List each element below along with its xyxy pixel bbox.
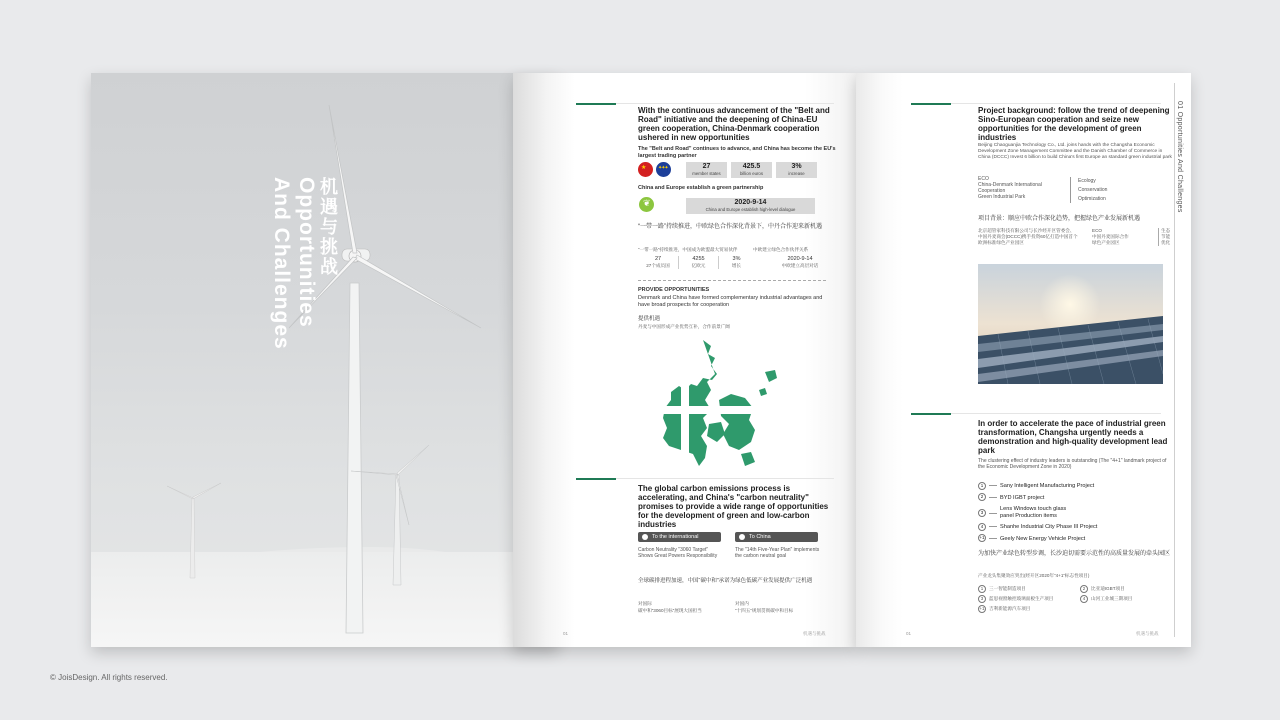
- project-item: 3Lens Windows touch glass panel Production items: [978, 506, 1178, 520]
- eco-bracket: [1070, 177, 1078, 203]
- page-number: 01: [906, 631, 912, 636]
- project-item: +1 Geely New Energy Vehicle Project: [979, 535, 1086, 542]
- zh-date: [775, 256, 825, 269]
- inner-page-right: [856, 73, 1191, 647]
- zh-stat: 27 27个成员国: [646, 256, 670, 268]
- flags: [638, 162, 671, 177]
- denmark-map: [641, 338, 791, 473]
- zh-sub-left: “一带一路”持续推进，中国成为欧盟最大贸易伙伴: [638, 247, 738, 252]
- copyright: © JoisDesign. All rights reserved.: [50, 673, 168, 682]
- section-rule-thin: [616, 103, 834, 104]
- cover-page: [91, 73, 558, 647]
- inner-page-left: [513, 73, 856, 647]
- section-rule-thin: [616, 478, 834, 479]
- zh-stat: 4255 亿欧元: [678, 256, 718, 269]
- cover-title-en-line1: Opportunities: [295, 177, 318, 328]
- zh-date-value: 2020-9-14: [787, 256, 813, 262]
- stat-increase: 3% increase: [776, 162, 817, 178]
- zh-project-list-right: 2 比亚迪IGBT项目 4 山河工业城三期项目: [1080, 584, 1132, 604]
- leaf-icon: ❦: [639, 197, 654, 212]
- col-right-zh-text: “十四五”规划贯彻碳中和目标: [735, 608, 794, 613]
- page-number: 01: [563, 631, 569, 636]
- section-rule: [576, 478, 616, 480]
- bg-zh-text: 北京超管家科技有限公司与长沙经开区管委会、中国丹麦商会(DCCC)携手投资60亿打造中国首个欧洲标准绿色产业园区: [978, 228, 1078, 245]
- col-right-zh-title: 对国内: [735, 601, 749, 606]
- stat-member-states: 27 member states: [686, 162, 727, 178]
- section-rule: [911, 103, 951, 105]
- date-box: [686, 198, 815, 214]
- col-right-text: The "14th Five-Year Plan" implements the carbon neutral goal: [735, 547, 820, 559]
- wind-turbines-illustration: [91, 73, 558, 647]
- pill-to-international: [638, 532, 721, 542]
- bg-heading: Project background: follow the trend of deepening Sino-European cooperation and seize new opportunities for the development of green industries: [978, 106, 1170, 142]
- zh-project-list-left: 1 三一智能制造项目 3 蓝思视窗触控玻璃面板生产项目 +1 吉利新能源汽车项目: [979, 585, 1054, 611]
- col-left-zh-text: 碳中和“3060目标”展现大国担当: [638, 608, 702, 613]
- eco-left: ECO China-Denmark International Cooperation Green Industrial Park: [978, 176, 1042, 200]
- stat-billion-euros: 425.5 billion euros: [731, 162, 772, 178]
- cover-title-zh: 机遇与挑战: [318, 177, 338, 277]
- provide-title: PROVIDE OPPORTUNITIES: [638, 287, 710, 293]
- carbon-heading: The global carbon emissions process is accelerating, and China's "carbon neutrality" promises to provide a wide range of opportunities for the development of green and low-carbon industries: [638, 484, 829, 529]
- eu-flag-icon: ✦✦✦: [656, 162, 671, 177]
- project-item: 2 BYD IGBT project: [978, 493, 1178, 505]
- cover-title-en: [269, 177, 319, 350]
- col-left-text: Carbon Neutrality "3060 Target" Shows Great Powers Responsibility: [638, 547, 718, 559]
- eco-zh-left: ECO 中国丹麦国际合作 绿色产业园区: [1092, 228, 1129, 245]
- park-zh-heading: 为加快产业绿色转型步调，长沙迫切需要示范性的高质量发展的牵头园区: [978, 551, 1171, 557]
- pill-to-china: [735, 532, 818, 542]
- park-heading: In order to accelerate the pace of industrial green transformation, Changsha urgently needs a demonstration and high-quality development lead park: [978, 419, 1168, 455]
- solar-panel-photo: [978, 264, 1163, 384]
- bg-text: Beijing Chaoguanjia Technology Co., Ltd. joins hands with the Changsha Economic Development Zone Management Committee and the Danish Chamber of Commerce in China (DCCC) Invest 6 billion to build China's first Europe an standard green industrial park: [978, 143, 1172, 160]
- provide-zh-text: 丹麦与中国形成产业优势互补，合作前景广阔: [638, 324, 730, 329]
- section-rule-thin: [951, 413, 1161, 414]
- cover-title-en-line2: And Challenges: [270, 177, 293, 350]
- running-head: 机遇与挑战: [803, 631, 826, 636]
- project-list: [978, 481, 1178, 545]
- partnership-title: China and Europe establish a green partnership: [638, 185, 764, 191]
- section-rule-thin: [951, 103, 1161, 104]
- section-heading: With the continuous advancement of the "Belt and Road" initiative and the deepening of China-EU green cooperation, China-Denmark cooperation ushered in new opportunities: [638, 106, 830, 142]
- provide-text: Denmark and China have formed complementary industrial advantages and have broad prospects for cooperation: [638, 295, 823, 308]
- carbon-zh-heading: 全球碳排进程加速，中国“碳中和”承诺为绿色低碳产业发展提供广泛机遇: [638, 578, 813, 584]
- zh-heading: “一带一路”持续推进，中欧绿色合作深化背景下，中丹合作迎来新机遇: [638, 224, 822, 230]
- eco-zh-right: 生态 节能 优化: [1158, 228, 1170, 246]
- project-item: 4 Shanhe Industrial City Phase III Project: [978, 522, 1178, 534]
- bg-zh-heading: 项目背景：顺应中欧合作深化趋势，把握绿色产业发展新机遇: [978, 216, 1141, 222]
- check-icon: [642, 534, 648, 540]
- side-label: 01 Opportunities And Challenges: [1176, 101, 1183, 213]
- date-value: 2020-9-14: [734, 199, 767, 206]
- pill-label: To the international: [652, 534, 699, 540]
- section-rule: [911, 413, 951, 415]
- dashed-divider: [638, 280, 826, 281]
- section-rule: [576, 103, 616, 105]
- zh-stat: 3% 增长: [718, 256, 754, 269]
- heart-icon: [739, 534, 745, 540]
- section-subheading: The "Belt and Road" continues to advance, and China has become the EU's largest trading partner: [638, 146, 836, 159]
- provide-zh-title: 提供机遇: [638, 316, 661, 322]
- running-head: 机遇与挑战: [1136, 631, 1159, 636]
- col-left-zh-title: 对国际: [638, 601, 652, 606]
- eco-right: Ecology Conservation Optimization: [1078, 178, 1108, 202]
- park-text: The clustering effect of industry leaders is outstanding (The "4+1" landmark project of the Economic Development Zone in 2020): [978, 458, 1167, 470]
- zh-stats: [638, 256, 754, 269]
- park-zh-text: 产业龙头集聚效应突出(经开区2020年“4+1”标志性项目): [978, 573, 1090, 578]
- pill-label: To China: [749, 534, 771, 540]
- project-item: 1 Sany Intelligent Manufacturing Project: [978, 481, 1178, 493]
- zh-sub-right: 中欧建立绿色合作伙伴关系: [753, 247, 809, 252]
- china-flag-icon: ★: [638, 162, 653, 177]
- side-divider: [1174, 83, 1175, 637]
- date-label: China and Europe establish high-level dialogue: [705, 207, 796, 212]
- zh-date-label: 中欧建立高层对话: [781, 263, 819, 268]
- stats-bar: [686, 162, 817, 178]
